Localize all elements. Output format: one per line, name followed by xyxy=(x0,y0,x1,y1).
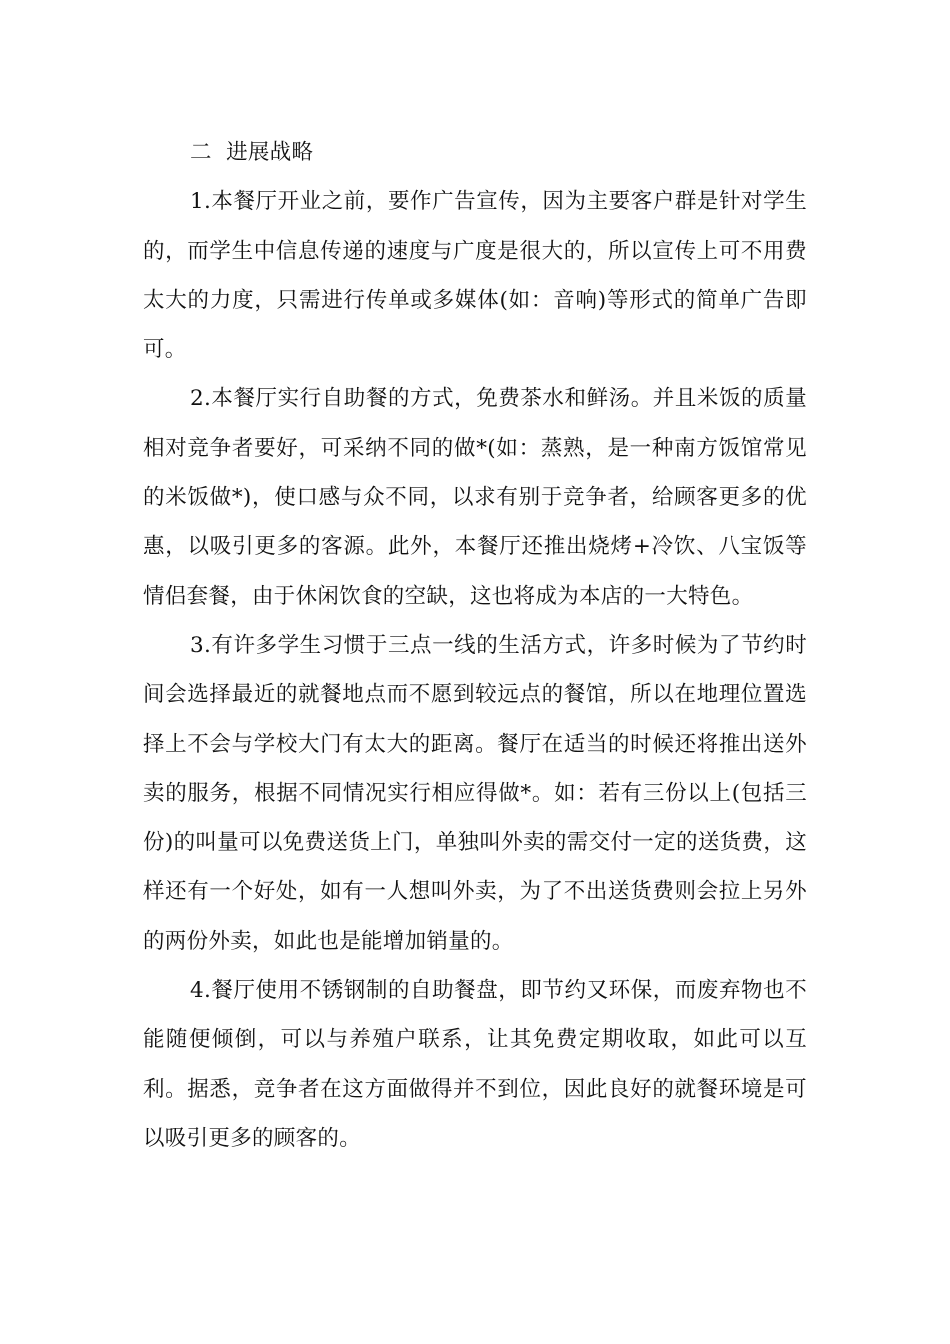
paragraph-3: 3.有许多学生习惯于三点一线的生活方式，许多时候为了节约时间会选择最近的就餐地点而不愿到较远点的餐馆，所以在地理位置选择上不会与学校大门有太大的距离。餐厅在适当的时候还将推出送外卖的服务，根据不同情况实行相应得做*。如：若有三份以上(包括三份)的叫量可以免费送货上门，单独叫外卖的需交付一定的送货费，这样还有一个好处，如有一人想叫外卖，为了不出送货费则会拉上另外的两份外卖，如此也是能增加销量的。 xyxy=(143,632,807,954)
section-heading: 二 进展战略 xyxy=(190,140,314,165)
paragraph-1: 1.本餐厅开业之前，要作广告宣传，因为主要客户群是针对学生的，而学生中信息传递的速度与广度是很大的，所以宣传上可不用费太大的力度，只需进行传单或多媒体(如：音响)等形式的简单广告即可。 xyxy=(143,189,807,363)
paragraph-4: 4.餐厅使用不锈钢制的自助餐盘，即节约又环保，而废弃物也不能随便倾倒，可以与养殖户联系，让其免费定期收取，如此可以互利。据悉，竞争者在这方面做得并不到位，因此良好的就餐环境是可以吸引更多的顾客的。 xyxy=(143,978,807,1151)
document-body xyxy=(143,128,807,1163)
paragraph-2: 2.本餐厅实行自助餐的方式，免费茶水和鲜汤。并且米饭的质量相对竞争者要好，可采纳不同的做*(如：蒸熟，是一种南方饭馆常见的米饭做*)，使口感与众不同，以求有别于竞争者，给顾客更多的优惠，以吸引更多的客源。此外，本餐厅还推出烧烤+冷饮、八宝饭等情侣套餐，由于休闲饮食的空缺，这也将成为本店的一大特色。 xyxy=(143,386,807,609)
